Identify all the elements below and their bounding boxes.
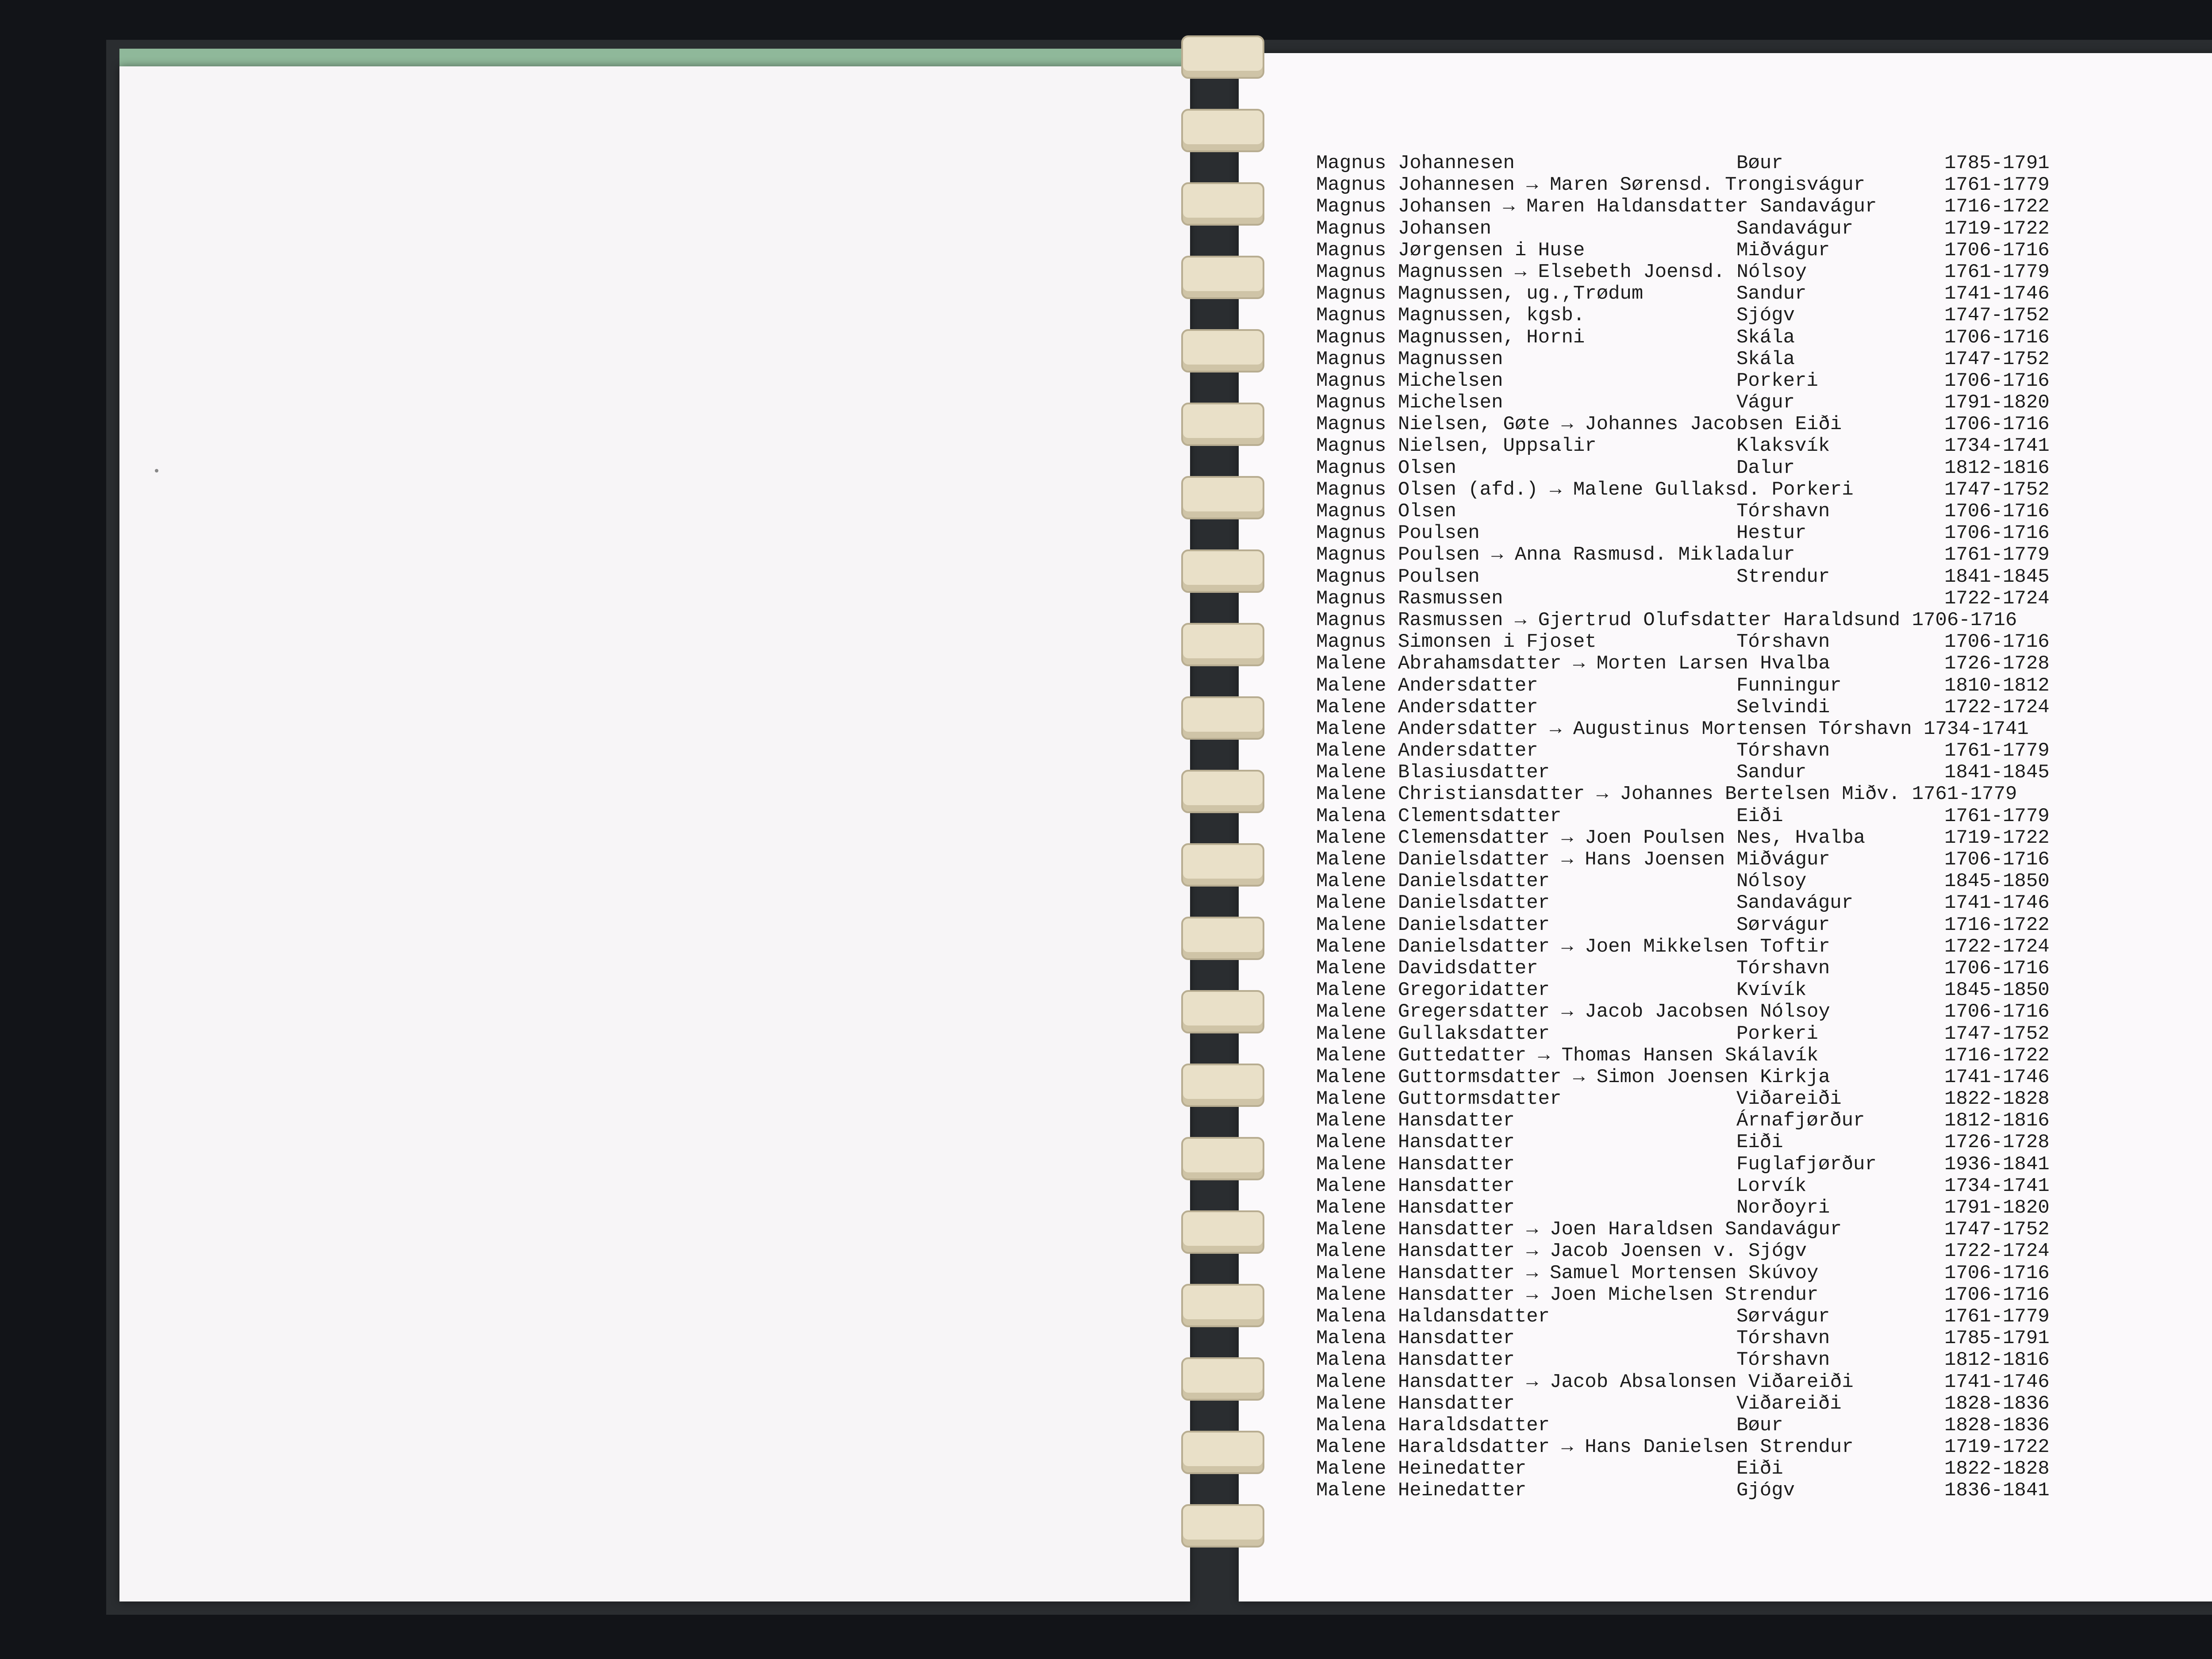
entry-name: Magnus Rasmussen → Gjertrud Olufsdatter Haraldsund 1706-1716 <box>1316 609 2017 631</box>
entry-name: Magnus Olsen <box>1316 457 1456 479</box>
entry-years: 1747-1752 <box>1944 1022 2050 1045</box>
spiral-binding <box>1177 35 1265 1593</box>
entry-name: Magnus Magnussen, Horni <box>1316 326 1585 349</box>
entry-years: 1706-1716 <box>1944 1262 2050 1284</box>
index-entry <box>1316 1458 2212 1480</box>
entry-place: Árnafjørður <box>1736 1110 1865 1132</box>
entry-place: Porkeri <box>1736 1022 1818 1045</box>
entry-years: 1716-1722 <box>1944 1044 2050 1067</box>
index-entry <box>1316 153 2212 174</box>
entry-name: Magnus Jørgensen i Huse <box>1316 239 1585 261</box>
entry-name: Malene Heinedatter <box>1316 1458 1527 1480</box>
entry-name: Malene Guttormsdatter → Simon Joensen Kirkja <box>1316 1066 1830 1088</box>
entry-place: Viðareiði <box>1736 1392 1842 1415</box>
entry-years: 1716-1722 <box>1944 914 2050 936</box>
entry-years: 1761-1779 <box>1944 1305 2050 1328</box>
entry-name: Magnus Simonsen i Fjoset <box>1316 631 1597 653</box>
entry-place: Viðareiði <box>1736 1088 1842 1110</box>
entry-place: Miðvágur <box>1736 239 1830 261</box>
index-entry <box>1316 327 2212 349</box>
entry-name: Malene Gregoridatter <box>1316 979 1550 1002</box>
entry-place: Vágur <box>1736 392 1795 414</box>
index-entry <box>1316 1306 2212 1328</box>
entry-name: Magnus Magnussen <box>1316 348 1503 370</box>
entry-place: Strendur <box>1736 565 1830 588</box>
index-entry <box>1316 849 2212 871</box>
entry-place: Eiði <box>1736 1458 1783 1480</box>
entry-place: Eiði <box>1736 1131 1783 1154</box>
index-entry <box>1316 1154 2212 1175</box>
entry-name: Malene Christiansdatter → Johannes Bertelsen Miðv. 1761-1779 <box>1316 783 2017 806</box>
entry-place: Selvindi <box>1736 696 1830 718</box>
entry-place: Tórshavn <box>1736 1327 1830 1350</box>
show-through-text <box>146 97 1164 1513</box>
entry-years: 1761-1779 <box>1944 740 2050 762</box>
entry-years: 1761-1779 <box>1944 174 2050 196</box>
entry-name: Malene Hansdatter <box>1316 1392 1515 1415</box>
entry-name: Malene Hansdatter → Jacob Absalonsen Viðareiði <box>1316 1371 1854 1393</box>
entry-years: 1706-1716 <box>1944 500 2050 522</box>
entry-years: 1741-1746 <box>1944 1066 2050 1088</box>
entry-place: Klaksvík <box>1736 435 1830 457</box>
index-entry <box>1316 958 2212 979</box>
entry-name: Malene Hansdatter → Joen Michelsen Strendur <box>1316 1283 1819 1306</box>
entry-years: 1741-1746 <box>1944 283 2050 305</box>
spiral-coil <box>1181 1431 1264 1474</box>
entry-name: Malene Danielsdatter <box>1316 914 1550 936</box>
index-entry <box>1316 610 2212 631</box>
index-entry <box>1316 653 2212 675</box>
index-entry <box>1316 675 2212 697</box>
entry-place: Sandavágur <box>1736 217 1854 240</box>
index-entry <box>1316 1045 2212 1067</box>
entry-place: Lorvík <box>1736 1175 1807 1197</box>
entry-name: Malena Hansdatter <box>1316 1349 1515 1371</box>
index-entry <box>1316 631 2212 653</box>
entry-place: Tórshavn <box>1736 500 1830 522</box>
entry-name: Magnus Magnussen, kgsb. <box>1316 304 1585 327</box>
spiral-coil <box>1181 843 1264 887</box>
index-entry <box>1316 718 2212 740</box>
entry-years: 1810-1812 <box>1944 674 2050 697</box>
entry-name: Malene Davidsdatter <box>1316 957 1538 979</box>
spiral-coil <box>1181 109 1264 152</box>
entry-years: 1741-1746 <box>1944 1371 2050 1393</box>
entry-years: 1722-1724 <box>1944 1240 2050 1263</box>
entry-years: 1706-1716 <box>1944 326 2050 349</box>
spiral-coil <box>1181 1210 1264 1254</box>
entry-name: Malene Hansdatter → Jacob Joensen v. Sjógv <box>1316 1240 1807 1263</box>
entry-name: Malene Clemensdatter → Joen Poulsen Nes, Hvalba <box>1316 826 1866 849</box>
entry-name: Malene Abrahamsdatter → Morten Larsen Hvalba <box>1316 653 1830 675</box>
entry-years: 1812-1816 <box>1944 1110 2050 1132</box>
entry-years: 1726-1728 <box>1944 1131 2050 1154</box>
entry-years: 1791-1820 <box>1944 1197 2050 1219</box>
index-entry <box>1316 914 2212 936</box>
entry-name: Magnus Poulsen <box>1316 565 1480 588</box>
entry-place: Skála <box>1736 326 1795 349</box>
entry-years: 1836-1841 <box>1944 1479 2050 1502</box>
index-entry <box>1316 1240 2212 1262</box>
entry-years: 1761-1779 <box>1944 544 2050 566</box>
entry-name: Malene Andersdatter <box>1316 696 1538 718</box>
entry-place: Sjógv <box>1736 304 1795 327</box>
index-entry <box>1316 588 2212 610</box>
entry-years: 1822-1828 <box>1944 1088 2050 1110</box>
entry-place: Kvívík <box>1736 979 1807 1002</box>
index-entry <box>1316 1415 2212 1436</box>
index-entry <box>1316 892 2212 914</box>
entry-place: Sandur <box>1736 761 1807 784</box>
entry-name: Magnus Johannesen → Maren Sørensd. Trongisvágur <box>1316 174 1866 196</box>
entry-place: Tórshavn <box>1736 631 1830 653</box>
index-entry <box>1316 1110 2212 1132</box>
entry-place: Sandavágur <box>1736 892 1854 914</box>
index-entry <box>1316 174 2212 196</box>
spiral-coil <box>1181 770 1264 813</box>
index-entry <box>1316 827 2212 849</box>
entry-name: Magnus Olsen (afd.) → Malene Gullaksd. Porkeri <box>1316 478 1854 501</box>
entry-name: Magnus Johansen → Maren Haldansdatter Sandavágur <box>1316 196 1877 218</box>
entry-years: 1761-1779 <box>1944 805 2050 827</box>
index-entry <box>1316 740 2212 762</box>
entry-place: Nólsoy <box>1736 870 1807 893</box>
entry-name: Magnus Michelsen <box>1316 369 1503 392</box>
entry-name: Magnus Nielsen, Uppsalir <box>1316 435 1597 457</box>
entry-years: 1828-1836 <box>1944 1392 2050 1415</box>
index-entry <box>1316 762 2212 783</box>
index-entry <box>1316 283 2212 305</box>
entry-name: Malena Clementsdatter <box>1316 805 1562 827</box>
dust-speck <box>155 469 158 472</box>
entry-years: 1747-1752 <box>1944 478 2050 501</box>
entry-years: 1722-1724 <box>1944 696 2050 718</box>
spiral-coil <box>1181 1284 1264 1327</box>
entry-years: 1716-1722 <box>1944 196 2050 218</box>
index-entry <box>1316 522 2212 544</box>
entry-name: Malene Guttedatter → Thomas Hansen Skálavík <box>1316 1044 1819 1067</box>
entry-place: Sandur <box>1736 283 1807 305</box>
entry-years: 1706-1716 <box>1944 369 2050 392</box>
entry-name: Malene Danielsdatter → Joen Mikkelsen Toftir <box>1316 935 1830 958</box>
entry-name: Malene Haraldsdatter → Hans Danielsen Strendur <box>1316 1436 1854 1459</box>
entry-years: 1706-1716 <box>1944 957 2050 979</box>
entry-place: Skála <box>1736 348 1795 370</box>
index-entry <box>1316 501 2212 522</box>
entry-years: 1936-1841 <box>1944 1153 2050 1175</box>
entry-place: Funningur <box>1736 674 1842 697</box>
entry-name: Malene Andersdatter <box>1316 674 1538 697</box>
spiral-coil <box>1181 1357 1264 1401</box>
entry-years: 1785-1791 <box>1944 1327 2050 1350</box>
entry-years: 1812-1816 <box>1944 457 2050 479</box>
entry-years: 1706-1716 <box>1944 1283 2050 1306</box>
entry-place: Fuglafjørður <box>1736 1153 1877 1175</box>
entry-name: Magnus Johansen <box>1316 217 1492 240</box>
entry-years: 1747-1752 <box>1944 1218 2050 1241</box>
entry-years: 1734-1741 <box>1944 1175 2050 1197</box>
entry-name: Malene Gregersdatter → Jacob Jacobsen Nólsoy <box>1316 1001 1830 1023</box>
index-entry <box>1316 1284 2212 1306</box>
entry-years: 1828-1836 <box>1944 1414 2050 1436</box>
index-entry <box>1316 544 2212 566</box>
entry-years: 1845-1850 <box>1944 979 2050 1002</box>
entry-place: Bøur <box>1736 1414 1783 1436</box>
index-entry <box>1316 1001 2212 1023</box>
spiral-coil <box>1181 256 1264 299</box>
entry-name: Malene Danielsdatter <box>1316 892 1550 914</box>
spiral-coil <box>1181 917 1264 960</box>
entry-name: Magnus Nielsen, Gøte → Johannes Jacobsen Eiði <box>1316 413 1842 436</box>
spiral-coil <box>1181 696 1264 740</box>
entry-place: Norðoyri <box>1736 1197 1830 1219</box>
index-entry <box>1316 1197 2212 1219</box>
entry-name: Malena Haldansdatter <box>1316 1305 1550 1328</box>
entry-name: Malene Danielsdatter <box>1316 870 1550 893</box>
index-entry <box>1316 1328 2212 1349</box>
index-entry <box>1316 1349 2212 1371</box>
entry-years: 1841-1845 <box>1944 565 2050 588</box>
index-entry <box>1316 1175 2212 1197</box>
entry-name: Malene Hansdatter <box>1316 1110 1515 1132</box>
entry-name: Magnus Poulsen → Anna Rasmusd. Mikladalur <box>1316 544 1795 566</box>
entry-name: Malena Hansdatter <box>1316 1327 1515 1350</box>
index-entry <box>1316 349 2212 370</box>
index-entry <box>1316 414 2212 435</box>
index-entry <box>1316 1263 2212 1284</box>
entry-place: Porkeri <box>1736 369 1818 392</box>
entry-place: Eiði <box>1736 805 1783 827</box>
index-entry <box>1316 392 2212 414</box>
entry-years: 1812-1816 <box>1944 1349 2050 1371</box>
spiral-coil <box>1181 1137 1264 1180</box>
entry-place: Dalur <box>1736 457 1795 479</box>
spiral-coil <box>1181 1064 1264 1107</box>
entry-place: Tórshavn <box>1736 957 1830 979</box>
index-entry <box>1316 697 2212 718</box>
entry-name: Malene Hansdatter <box>1316 1153 1515 1175</box>
entry-name: Malene Danielsdatter → Hans Joensen Miðvágur <box>1316 849 1830 871</box>
entry-name: Malene Andersdatter → Augustinus Mortensen Tórshavn 1734-1741 <box>1316 718 2029 740</box>
index-entry <box>1316 1480 2212 1502</box>
entry-years: 1747-1752 <box>1944 304 2050 327</box>
spiral-coil <box>1181 990 1264 1033</box>
index-entry <box>1316 1219 2212 1240</box>
index-entry <box>1316 806 2212 827</box>
entry-years: 1706-1716 <box>1944 239 2050 261</box>
entry-name: Malene Andersdatter <box>1316 740 1538 762</box>
index-entry <box>1316 370 2212 392</box>
index-entry <box>1316 936 2212 958</box>
entry-place: Tórshavn <box>1736 1349 1830 1371</box>
entry-years: 1706-1716 <box>1944 413 2050 436</box>
entry-name: Malene Guttormsdatter <box>1316 1088 1562 1110</box>
entry-name: Malene Heinedatter <box>1316 1479 1527 1502</box>
entry-years: 1719-1722 <box>1944 1436 2050 1459</box>
index-entry <box>1316 261 2212 283</box>
entry-name: Magnus Olsen <box>1316 500 1456 522</box>
index-entry <box>1316 457 2212 479</box>
index-entry <box>1316 871 2212 892</box>
index-list <box>1316 153 2212 1502</box>
index-entry <box>1316 566 2212 588</box>
spiral-coil <box>1181 549 1264 593</box>
entry-place: Sørvágur <box>1736 1305 1830 1328</box>
entry-years: 1741-1746 <box>1944 892 2050 914</box>
entry-place: Sørvágur <box>1736 914 1830 936</box>
entry-name: Malene Hansdatter <box>1316 1131 1515 1154</box>
index-entry <box>1316 1132 2212 1153</box>
index-entry <box>1316 240 2212 261</box>
entry-name: Magnus Rasmussen <box>1316 587 1503 610</box>
entry-years: 1747-1752 <box>1944 348 2050 370</box>
index-entry <box>1316 1088 2212 1110</box>
entry-name: Malene Gullaksdatter <box>1316 1022 1550 1045</box>
entry-name: Malene Hansdatter → Samuel Mortensen Skúvoy <box>1316 1262 1819 1284</box>
entry-years: 1706-1716 <box>1944 631 2050 653</box>
entry-name: Malene Hansdatter <box>1316 1175 1515 1197</box>
entry-years: 1761-1779 <box>1944 261 2050 283</box>
index-entry <box>1316 979 2212 1001</box>
index-entry <box>1316 305 2212 326</box>
entry-years: 1719-1722 <box>1944 826 2050 849</box>
index-entry <box>1316 435 2212 457</box>
entry-years: 1719-1722 <box>1944 217 2050 240</box>
entry-years: 1722-1724 <box>1944 587 2050 610</box>
spiral-coil <box>1181 35 1264 79</box>
index-entry <box>1316 218 2212 240</box>
spiral-coil <box>1181 182 1264 226</box>
entry-name: Malene Blasiusdatter <box>1316 761 1550 784</box>
spiral-coil <box>1181 623 1264 666</box>
spiral-coil <box>1181 1504 1264 1548</box>
entry-years: 1845-1850 <box>1944 870 2050 893</box>
entry-place: Hestur <box>1736 522 1807 545</box>
entry-years: 1706-1716 <box>1944 849 2050 871</box>
entry-name: Malene Hansdatter → Joen Haraldsen Sandavágur <box>1316 1218 1842 1241</box>
entry-place: Tórshavn <box>1736 740 1830 762</box>
entry-years: 1734-1741 <box>1944 435 2050 457</box>
index-entry <box>1316 1371 2212 1393</box>
entry-name: Magnus Magnussen → Elsebeth Joensd. Nólsoy <box>1316 261 1807 283</box>
index-entry <box>1316 196 2212 218</box>
entry-name: Magnus Magnussen, ug.,Trødum <box>1316 283 1644 305</box>
entry-name: Magnus Johannesen <box>1316 152 1515 174</box>
index-entry <box>1316 1023 2212 1045</box>
index-entry <box>1316 479 2212 501</box>
entry-place: Gjógv <box>1736 1479 1795 1502</box>
entry-years: 1726-1728 <box>1944 653 2050 675</box>
entry-name: Magnus Poulsen <box>1316 522 1480 545</box>
spiral-coil <box>1181 329 1264 373</box>
entry-years: 1785-1791 <box>1944 152 2050 174</box>
entry-name: Malene Hansdatter <box>1316 1197 1515 1219</box>
entry-name: Magnus Michelsen <box>1316 392 1503 414</box>
entry-place: Bøur <box>1736 152 1783 174</box>
entry-years: 1841-1845 <box>1944 761 2050 784</box>
index-entry <box>1316 1436 2212 1458</box>
index-entry <box>1316 783 2212 805</box>
entry-years: 1791-1820 <box>1944 392 2050 414</box>
entry-years: 1822-1828 <box>1944 1458 2050 1480</box>
entry-name: Malena Haraldsdatter <box>1316 1414 1550 1436</box>
spiral-coil <box>1181 403 1264 446</box>
entry-years: 1706-1716 <box>1944 522 2050 545</box>
spiral-coil <box>1181 476 1264 519</box>
entry-years: 1706-1716 <box>1944 1001 2050 1023</box>
entry-years: 1722-1724 <box>1944 935 2050 958</box>
index-entry <box>1316 1393 2212 1415</box>
index-entry <box>1316 1067 2212 1088</box>
